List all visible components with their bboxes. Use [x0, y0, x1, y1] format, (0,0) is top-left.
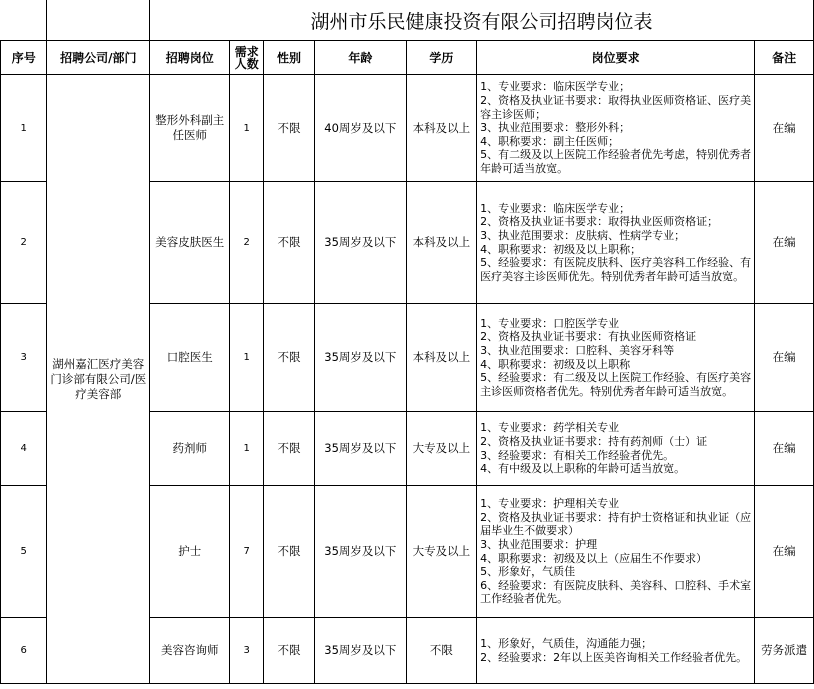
row-gender: 不限	[264, 618, 315, 684]
row-count: 1	[230, 75, 264, 182]
row-requirements	[477, 486, 755, 618]
row-position: 美容皮肤医生	[150, 182, 230, 304]
row-note: 在编	[755, 304, 814, 412]
requirement-line: 4、职称要求：初级及以上（应届生不作要求）	[480, 551, 708, 565]
header-count: 需求人数	[230, 41, 264, 75]
row-count: 1	[230, 304, 264, 412]
row-position: 药剂师	[150, 412, 230, 486]
requirement-line: 4、有中级及以上职称的年龄可适当放宽。	[480, 462, 686, 476]
page-title: 湖州市乐民健康投资有限公司招聘岗位表	[150, 0, 814, 41]
header-note: 备注	[755, 41, 814, 75]
row-gender: 不限	[264, 412, 315, 486]
row-position: 护士	[150, 486, 230, 618]
requirement-line: 4、职称要求：初级及以上职称	[480, 357, 631, 371]
row-requirements	[477, 304, 755, 412]
requirement-line: 2、资格及执业证书要求：取得执业医师资格证；	[480, 215, 719, 229]
row-seq: 4	[1, 412, 47, 486]
requirement-line: 2、资格及执业证书要求：有执业医师资格证	[480, 330, 697, 344]
row-education: 本科及以上	[406, 304, 476, 412]
row-education: 大专及以上	[406, 486, 476, 618]
row-gender: 不限	[264, 75, 315, 182]
corner-blank	[1, 0, 47, 41]
requirement-line: 4、职称要求：副主任医师；	[480, 134, 620, 148]
corner-blank-2	[47, 0, 150, 41]
row-education: 不限	[406, 618, 476, 684]
row-age: 35周岁及以下	[314, 412, 406, 486]
header-company: 招聘公司/部门	[47, 41, 150, 75]
requirement-line: 3、执业范围要求：整形外科；	[480, 121, 631, 135]
requirement-line: 1、专业要求：临床医学专业；	[480, 80, 631, 94]
row-seq: 6	[1, 618, 47, 684]
row-requirements	[477, 75, 755, 182]
row-position: 美容咨询师	[150, 618, 230, 684]
requirement-line: 2、经验要求：2年以上医美咨询相关工作经验者优先。	[480, 650, 748, 664]
row-age: 40周岁及以下	[314, 75, 406, 182]
row-seq: 2	[1, 182, 47, 304]
row-education: 本科及以上	[406, 182, 476, 304]
requirement-line: 3、执业范围要求：口腔科、美容牙科等	[480, 343, 675, 357]
header-gender: 性别	[264, 41, 315, 75]
requirement-line: 2、资格及执业证书要求：持有药剂师（士）证	[480, 434, 708, 448]
row-note: 在编	[755, 75, 814, 182]
requirement-line: 1、专业要求：护理相关专业	[480, 497, 620, 511]
row-age: 35周岁及以下	[314, 304, 406, 412]
header-requirements: 岗位要求	[477, 41, 755, 75]
row-count: 7	[230, 486, 264, 618]
requirement-line: 5、经验要求：有二级及以上医院工作经验、有医疗美容主诊医师资格者优先。特别优秀者年龄可适当放宽。	[480, 371, 752, 398]
row-count: 3	[230, 618, 264, 684]
requirement-line: 3、经验要求：有相关工作经验者优先。	[480, 448, 675, 462]
row-age: 35周岁及以下	[314, 618, 406, 684]
requirement-line: 5、经验要求：有医院皮肤科、医疗美容科工作经验、有医疗美容主诊医师优先。特别优秀者年龄可适当放宽。	[480, 256, 752, 283]
row-count: 1	[230, 412, 264, 486]
row-note: 在编	[755, 412, 814, 486]
header-age: 年龄	[314, 41, 406, 75]
row-note: 在编	[755, 486, 814, 618]
requirement-line: 1、专业要求：口腔医学专业	[480, 316, 620, 330]
row-note: 劳务派遣	[755, 618, 814, 684]
header-seq: 序号	[1, 41, 47, 75]
requirement-line: 3、执业范围要求：护理	[480, 537, 598, 551]
row-requirements	[477, 182, 755, 304]
row-position: 口腔医生	[150, 304, 230, 412]
requirement-line: 3、执业范围要求：皮肤病、性病学专业；	[480, 228, 686, 242]
row-note: 在编	[755, 182, 814, 304]
row-requirements	[477, 618, 755, 684]
header-position: 招聘岗位	[150, 41, 230, 75]
row-gender: 不限	[264, 182, 315, 304]
row-education: 大专及以上	[406, 412, 476, 486]
row-seq: 5	[1, 486, 47, 618]
requirement-line: 1、专业要求：药学相关专业	[480, 421, 620, 435]
company-cell: 湖州嘉汇医疗美容门诊部有限公司/医疗美容部	[47, 75, 150, 684]
requirement-line: 4、职称要求：初级及以上职称；	[480, 242, 642, 256]
row-count: 2	[230, 182, 264, 304]
table-row	[1, 75, 814, 182]
requirement-line: 1、形象好，气质佳，沟通能力强；	[480, 636, 653, 650]
row-seq: 1	[1, 75, 47, 182]
row-gender: 不限	[264, 486, 315, 618]
requirement-line: 5、形象好，气质佳	[480, 565, 576, 579]
requirement-line: 2、资格及执业证书要求：持有护士资格证和执业证（应届毕业生不做要求）	[480, 510, 752, 538]
header-education: 学历	[406, 41, 476, 75]
row-age: 35周岁及以下	[314, 486, 406, 618]
requirement-line: 1、专业要求：临床医学专业；	[480, 201, 631, 215]
row-seq: 3	[1, 304, 47, 412]
requirement-line: 6、经验要求：有医院皮肤科、美容科、口腔科、手术室工作经验者优先。	[480, 578, 752, 606]
requirement-line: 2、资格及执业证书要求：取得执业医师资格证、医疗美容主诊医师；	[480, 94, 752, 121]
requirement-line: 5、有二级及以上医院工作经验者优先考虑，特别优秀者年龄可适当放宽。	[480, 148, 752, 175]
row-education: 本科及以上	[406, 75, 476, 182]
row-age: 35周岁及以下	[314, 182, 406, 304]
row-position: 整形外科副主任医师	[150, 75, 230, 182]
row-gender: 不限	[264, 304, 315, 412]
row-requirements	[477, 412, 755, 486]
